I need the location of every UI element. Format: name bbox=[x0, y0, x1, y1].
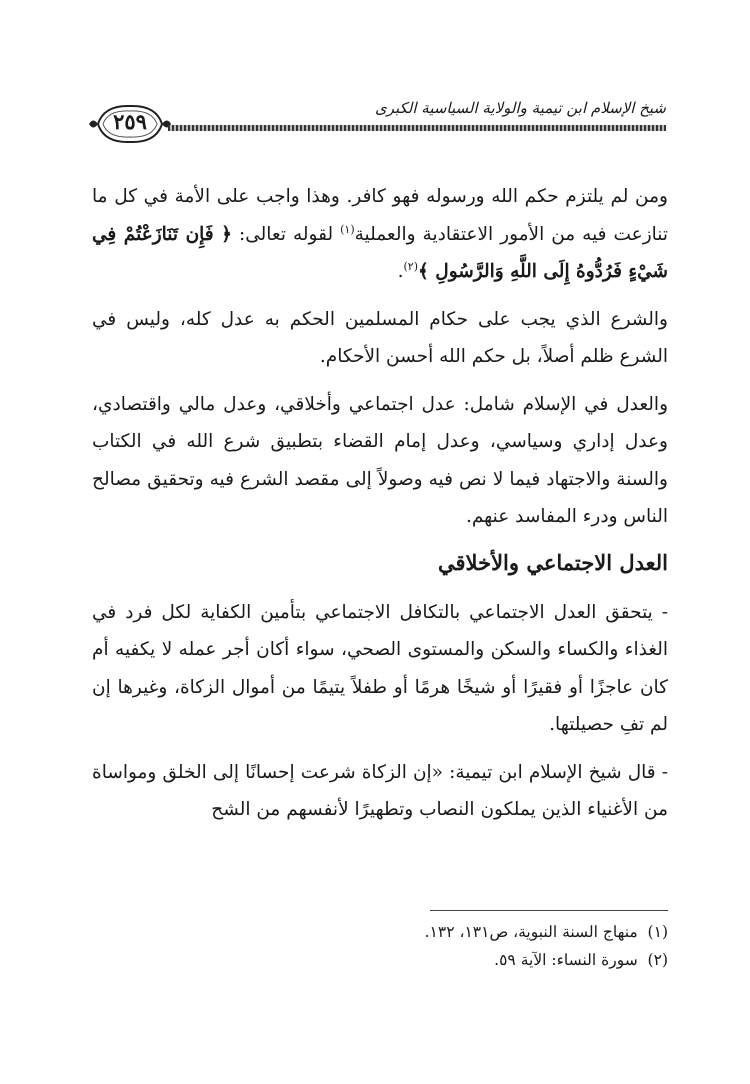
paragraph-text: . bbox=[397, 261, 404, 282]
header-rule bbox=[168, 125, 666, 131]
paragraph-ruling bbox=[92, 178, 668, 291]
footnote-2 bbox=[92, 946, 668, 974]
paragraph-sharia: والشرع الذي يجب على حكام المسلمين الحكم به عدل كله، وليس في الشرع ظلم أصلاً، بل حكم الله أحسن الأحكام. bbox=[92, 308, 668, 367]
footnotes bbox=[92, 918, 668, 974]
paragraph-justice: والعدل في الإسلام شامل: عدل اجتماعي وأخلاقي، وعدل مالي واقتصادي، وعدل إداري وسياسي، وعدل إمام القضاء بتطبيق شرع الله في الكتاب والسنة والاجتهاد فيما لا نص فيه وصولاً إلى مقصد الشرع فيه وتحقيق مصالح الناس ودرء المفاسد عنهم. bbox=[92, 393, 668, 527]
page-number: ٢٥٩ bbox=[113, 109, 147, 134]
footnote-text: منهاج السنة النبوية، ص١٣١، ١٣٢. bbox=[424, 923, 638, 941]
bullet-item: - قال شيخ الإسلام ابن تيمية: «إن الزكاة شرعت إحسانًا إلى الخلق ومواساة من الأغنياء الذين يملكون النصاب وتطهيرًا لأنفسهم من الشح bbox=[92, 761, 668, 820]
footnote-number: (١) bbox=[647, 923, 668, 941]
footnote-ref-1[interactable]: (١) bbox=[340, 222, 355, 236]
footnote-ref-2[interactable]: (٢) bbox=[403, 259, 418, 273]
footnote-divider bbox=[430, 910, 668, 911]
main-text bbox=[92, 178, 668, 839]
page-header bbox=[88, 95, 666, 155]
footnote-number: (٢) bbox=[647, 951, 668, 969]
footnote-1 bbox=[92, 918, 668, 946]
paragraph-text: ومن لم يلتزم حكم الله ورسوله فهو كافر. وهذا واجب على الأمة في كل ما تنازعت فيه من الأمور الاعتقادية والعملية bbox=[92, 186, 669, 245]
section-heading: العدل الاجتماعي والأخلاقي bbox=[438, 549, 668, 575]
running-title: شيخ الإسلام ابن تيمية والولاية السياسية الكبرى bbox=[374, 99, 666, 117]
quran-verse: ﴿ فَإِن تَنَازَعْتُمْ فِي شَيْءٍ فَرُدُّوهُ إِلَى اللَّهِ وَالرَّسُولِ ﴾ bbox=[92, 223, 668, 282]
paragraph-text: لقوله تعالى: bbox=[232, 223, 341, 245]
bullet-item: - يتحقق العدل الاجتماعي بالتكافل الاجتماعي بتأمين الكفاية لكل فرد في الغذاء والكساء والسكن والمستوى الصحي، سواء أكان أجر عمله لا يكفيه أم كان عاجزًا أو فقيرًا أو شيخًا هرمًا أو طفلاً يتيمًا من أموال الزكاة، وغيرها إن لم تفِ حصيلتها. bbox=[92, 601, 668, 735]
footnote-text: سورة النساء: الآية ٥٩. bbox=[494, 951, 638, 969]
